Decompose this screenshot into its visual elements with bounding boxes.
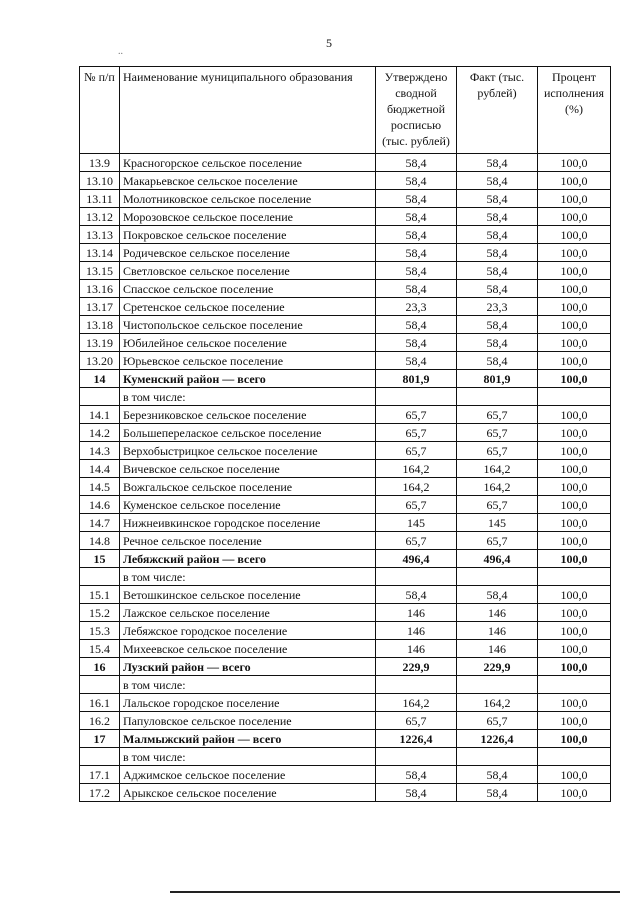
row-number (80, 388, 120, 406)
row-fact: 58,4 (457, 352, 538, 370)
row-number: 13.11 (80, 190, 120, 208)
row-percent: 100,0 (538, 658, 611, 676)
table-row (80, 154, 611, 172)
row-fact: 801,9 (457, 370, 538, 388)
row-percent: 100,0 (538, 460, 611, 478)
row-name: в том числе: (120, 388, 376, 406)
row-fact: 58,4 (457, 316, 538, 334)
table-row (80, 208, 611, 226)
row-number: 13.16 (80, 280, 120, 298)
table-row (80, 406, 611, 424)
row-fact: 229,9 (457, 658, 538, 676)
row-approved: 58,4 (376, 226, 457, 244)
row-fact: 146 (457, 640, 538, 658)
row-name: Морозовское сельское поселение (120, 208, 376, 226)
row-number: 16.2 (80, 712, 120, 730)
row-fact: 65,7 (457, 424, 538, 442)
row-number: 13.20 (80, 352, 120, 370)
table-row (80, 424, 611, 442)
row-number: 14.7 (80, 514, 120, 532)
table-row (80, 748, 611, 766)
row-number: 13.13 (80, 226, 120, 244)
row-percent (538, 748, 611, 766)
table-row (80, 298, 611, 316)
row-fact: 164,2 (457, 478, 538, 496)
row-name: Юрьевское сельское поселение (120, 352, 376, 370)
row-name: Нижнеивкинское городское поселение (120, 514, 376, 532)
row-approved: 164,2 (376, 460, 457, 478)
table-row-total (80, 730, 611, 748)
row-name: Лебяжский район — всего (120, 550, 376, 568)
row-name: Лебяжское городское поселение (120, 622, 376, 640)
table-row (80, 262, 611, 280)
row-number: 15 (80, 550, 120, 568)
table-row (80, 766, 611, 784)
row-number: 13.12 (80, 208, 120, 226)
row-approved: 58,4 (376, 316, 457, 334)
row-percent: 100,0 (538, 406, 611, 424)
row-approved: 58,4 (376, 190, 457, 208)
row-percent (538, 568, 611, 586)
row-name: Чистопольское сельское поселение (120, 316, 376, 334)
header-percent: Процент исполнения (%) (538, 67, 611, 154)
row-number: 17.2 (80, 784, 120, 802)
table-row (80, 280, 611, 298)
row-fact: 496,4 (457, 550, 538, 568)
row-number: 14.3 (80, 442, 120, 460)
row-name: Вожгальское сельское поселение (120, 478, 376, 496)
row-percent: 100,0 (538, 766, 611, 784)
row-approved: 58,4 (376, 784, 457, 802)
row-percent: 100,0 (538, 298, 611, 316)
row-percent: 100,0 (538, 712, 611, 730)
row-percent: 100,0 (538, 478, 611, 496)
scan-edge-line (170, 891, 620, 893)
row-percent: 100,0 (538, 694, 611, 712)
row-percent (538, 676, 611, 694)
row-percent: 100,0 (538, 244, 611, 262)
row-name: Папуловское сельское поселение (120, 712, 376, 730)
header-fact: Факт (тыс. рублей) (457, 67, 538, 154)
row-approved: 58,4 (376, 172, 457, 190)
row-number: 13.17 (80, 298, 120, 316)
row-fact: 23,3 (457, 298, 538, 316)
row-percent: 100,0 (538, 226, 611, 244)
row-approved: 65,7 (376, 496, 457, 514)
row-approved: 65,7 (376, 424, 457, 442)
row-approved: 146 (376, 622, 457, 640)
row-fact: 65,7 (457, 532, 538, 550)
row-approved (376, 748, 457, 766)
scan-mark: .. (118, 46, 123, 57)
row-name: Покровское сельское поселение (120, 226, 376, 244)
row-number: 14.2 (80, 424, 120, 442)
row-approved: 58,4 (376, 766, 457, 784)
row-fact (457, 676, 538, 694)
row-fact: 146 (457, 604, 538, 622)
row-approved: 65,7 (376, 406, 457, 424)
table-row (80, 334, 611, 352)
row-fact (457, 748, 538, 766)
row-approved: 58,4 (376, 262, 457, 280)
row-approved: 58,4 (376, 280, 457, 298)
row-approved: 23,3 (376, 298, 457, 316)
row-name: Макарьевское сельское поселение (120, 172, 376, 190)
table-row-total (80, 658, 611, 676)
row-fact: 1226,4 (457, 730, 538, 748)
row-name: в том числе: (120, 676, 376, 694)
table-row (80, 172, 611, 190)
table-row (80, 622, 611, 640)
row-name: Лузский район — всего (120, 658, 376, 676)
row-approved: 58,4 (376, 334, 457, 352)
row-name: Верхобыстрицкое сельское поселение (120, 442, 376, 460)
row-fact: 146 (457, 622, 538, 640)
row-number: 16 (80, 658, 120, 676)
row-percent: 100,0 (538, 208, 611, 226)
row-number (80, 676, 120, 694)
row-approved (376, 676, 457, 694)
row-name: Большеперелаское сельское поселение (120, 424, 376, 442)
table-row (80, 586, 611, 604)
row-number: 15.3 (80, 622, 120, 640)
table-row (80, 226, 611, 244)
row-fact: 58,4 (457, 784, 538, 802)
row-percent: 100,0 (538, 496, 611, 514)
row-percent: 100,0 (538, 334, 611, 352)
table-row (80, 244, 611, 262)
row-name: Арыкское сельское поселение (120, 784, 376, 802)
row-fact (457, 568, 538, 586)
row-percent: 100,0 (538, 262, 611, 280)
row-name: Спасское сельское поселение (120, 280, 376, 298)
page-number: 5 (326, 36, 332, 50)
row-percent: 100,0 (538, 730, 611, 748)
table-row (80, 712, 611, 730)
row-number: 14 (80, 370, 120, 388)
table-row (80, 442, 611, 460)
row-name: Березниковское сельское поселение (120, 406, 376, 424)
row-name: Светловское сельское поселение (120, 262, 376, 280)
row-number (80, 748, 120, 766)
row-name: Малмыжский район — всего (120, 730, 376, 748)
table-row (80, 190, 611, 208)
row-fact: 164,2 (457, 694, 538, 712)
table-row (80, 316, 611, 334)
row-number: 14.6 (80, 496, 120, 514)
row-number: 16.1 (80, 694, 120, 712)
row-name: Молотниковское сельское поселение (120, 190, 376, 208)
header-approved: Утверждено сводной бюджетной росписью (тыс. рублей) (376, 67, 457, 154)
row-number: 13.10 (80, 172, 120, 190)
row-approved: 164,2 (376, 478, 457, 496)
header-number: № п/п (80, 67, 120, 154)
row-number: 13.9 (80, 154, 120, 172)
row-approved (376, 568, 457, 586)
row-percent: 100,0 (538, 784, 611, 802)
row-approved: 58,4 (376, 586, 457, 604)
row-name: Сретенское сельское поселение (120, 298, 376, 316)
row-fact: 65,7 (457, 496, 538, 514)
table-row (80, 352, 611, 370)
row-approved: 65,7 (376, 532, 457, 550)
row-fact: 58,4 (457, 154, 538, 172)
table-row (80, 568, 611, 586)
row-fact: 58,4 (457, 586, 538, 604)
row-name: Куменский район — всего (120, 370, 376, 388)
row-approved: 1226,4 (376, 730, 457, 748)
row-approved: 65,7 (376, 712, 457, 730)
table-row-total (80, 550, 611, 568)
row-name: Красногорское сельское поселение (120, 154, 376, 172)
row-approved: 146 (376, 604, 457, 622)
row-fact: 164,2 (457, 460, 538, 478)
row-name: в том числе: (120, 748, 376, 766)
row-name: Аджимское сельское поселение (120, 766, 376, 784)
row-approved: 65,7 (376, 442, 457, 460)
row-approved: 58,4 (376, 352, 457, 370)
row-number: 17 (80, 730, 120, 748)
row-approved: 146 (376, 640, 457, 658)
row-percent: 100,0 (538, 154, 611, 172)
row-percent: 100,0 (538, 172, 611, 190)
row-number: 14.1 (80, 406, 120, 424)
row-percent: 100,0 (538, 370, 611, 388)
row-number: 13.19 (80, 334, 120, 352)
row-fact: 58,4 (457, 262, 538, 280)
row-number: 14.4 (80, 460, 120, 478)
row-number: 13.15 (80, 262, 120, 280)
row-fact: 58,4 (457, 244, 538, 262)
row-percent: 100,0 (538, 550, 611, 568)
budget-execution-table (79, 66, 611, 802)
table-row (80, 640, 611, 658)
table-header-row (80, 67, 611, 154)
table-row (80, 388, 611, 406)
row-fact: 65,7 (457, 712, 538, 730)
row-percent: 100,0 (538, 622, 611, 640)
row-fact: 58,4 (457, 766, 538, 784)
row-approved: 496,4 (376, 550, 457, 568)
row-fact: 58,4 (457, 226, 538, 244)
row-percent: 100,0 (538, 442, 611, 460)
row-name: в том числе: (120, 568, 376, 586)
table-row (80, 460, 611, 478)
row-fact: 58,4 (457, 172, 538, 190)
table-row (80, 604, 611, 622)
row-percent: 100,0 (538, 604, 611, 622)
row-approved: 164,2 (376, 694, 457, 712)
row-name: Речное сельское поселение (120, 532, 376, 550)
row-fact: 145 (457, 514, 538, 532)
row-number: 13.14 (80, 244, 120, 262)
row-number: 14.5 (80, 478, 120, 496)
table-row (80, 514, 611, 532)
row-number: 14.8 (80, 532, 120, 550)
row-percent: 100,0 (538, 514, 611, 532)
row-fact: 58,4 (457, 334, 538, 352)
row-name: Ветошкинское сельское поселение (120, 586, 376, 604)
row-number: 17.1 (80, 766, 120, 784)
row-name: Родичевское сельское поселение (120, 244, 376, 262)
row-approved: 145 (376, 514, 457, 532)
row-approved: 58,4 (376, 244, 457, 262)
row-approved: 58,4 (376, 208, 457, 226)
row-number: 15.4 (80, 640, 120, 658)
row-fact (457, 388, 538, 406)
row-name: Михеевское сельское поселение (120, 640, 376, 658)
row-percent: 100,0 (538, 424, 611, 442)
row-approved: 229,9 (376, 658, 457, 676)
row-name: Вичевское сельское поселение (120, 460, 376, 478)
row-fact: 58,4 (457, 190, 538, 208)
row-fact: 58,4 (457, 280, 538, 298)
row-name: Юбилейное сельское поселение (120, 334, 376, 352)
row-name: Лальское городское поселение (120, 694, 376, 712)
row-fact: 65,7 (457, 442, 538, 460)
row-percent: 100,0 (538, 352, 611, 370)
row-percent: 100,0 (538, 640, 611, 658)
row-number: 15.2 (80, 604, 120, 622)
row-fact: 58,4 (457, 208, 538, 226)
row-percent: 100,0 (538, 586, 611, 604)
row-approved: 58,4 (376, 154, 457, 172)
table-row (80, 784, 611, 802)
row-number (80, 568, 120, 586)
row-number: 15.1 (80, 586, 120, 604)
row-fact: 65,7 (457, 406, 538, 424)
row-percent: 100,0 (538, 190, 611, 208)
row-approved: 801,9 (376, 370, 457, 388)
table-row (80, 676, 611, 694)
row-percent (538, 388, 611, 406)
header-municipality-name: Наименование муниципального образования (120, 67, 376, 154)
row-number: 13.18 (80, 316, 120, 334)
table-row-total (80, 370, 611, 388)
row-name: Лажское сельское поселение (120, 604, 376, 622)
row-percent: 100,0 (538, 316, 611, 334)
table-row (80, 694, 611, 712)
row-percent: 100,0 (538, 532, 611, 550)
row-approved (376, 388, 457, 406)
row-name: Куменское сельское поселение (120, 496, 376, 514)
row-percent: 100,0 (538, 280, 611, 298)
table-row (80, 496, 611, 514)
table-row (80, 478, 611, 496)
table-row (80, 532, 611, 550)
